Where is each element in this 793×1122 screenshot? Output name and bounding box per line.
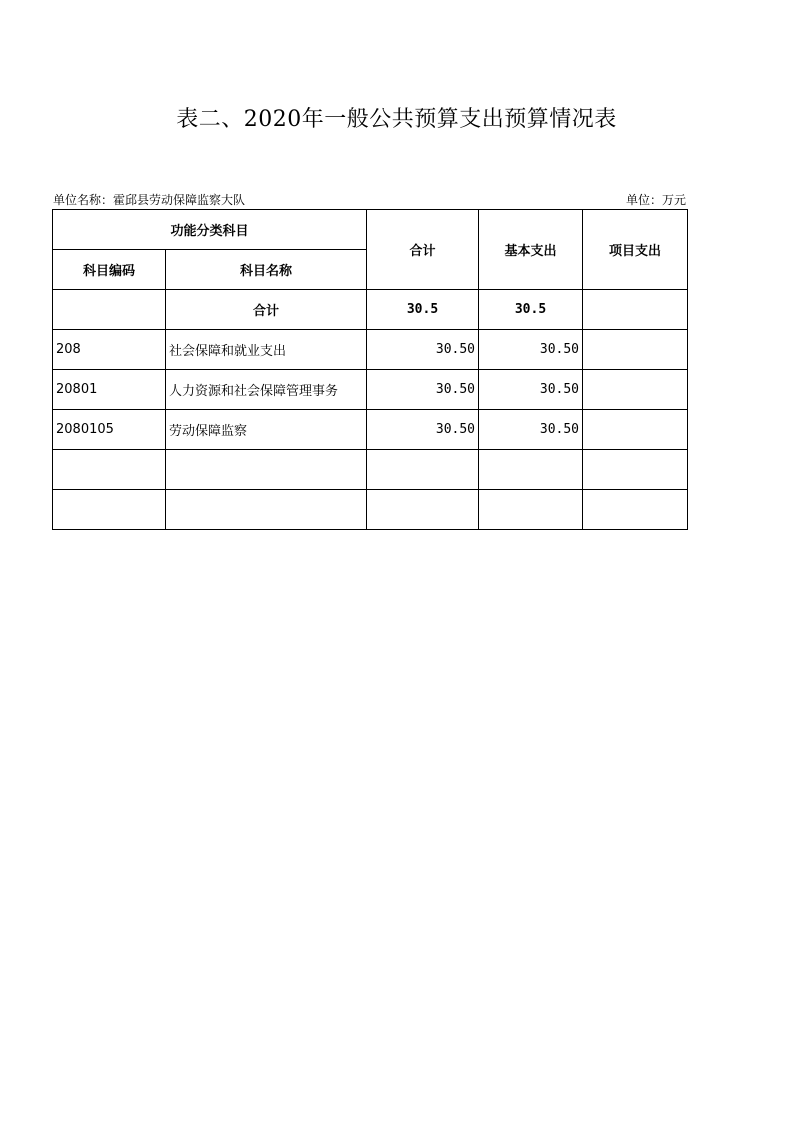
total-basic-cell: 30.5 (479, 290, 583, 330)
unit-name-label: 单位名称：霍邱县劳动保障监察大队 (53, 193, 246, 207)
basic-cell: 30.50 (479, 330, 583, 370)
subject-name-cell (166, 450, 367, 490)
budget-table (52, 209, 688, 530)
header-basic-expenditure: 基本支出 (479, 210, 583, 290)
basic-cell: 30.50 (479, 410, 583, 450)
header-subject-code: 科目编码 (53, 250, 166, 290)
header-subject-name: 科目名称 (166, 250, 367, 290)
subject-name-cell: 社会保障和就业支出 (166, 330, 367, 370)
table-row (53, 490, 688, 530)
subject-code-cell: 208 (53, 330, 166, 370)
basic-cell: 30.50 (479, 370, 583, 410)
table-row (53, 410, 688, 450)
project-cell (583, 330, 688, 370)
header-project-expenditure: 项目支出 (583, 210, 688, 290)
subject-name-cell (166, 490, 367, 530)
total-row (53, 290, 688, 330)
page-title: 表二、2020年一般公共预算支出预算情况表 (176, 107, 617, 132)
subject-code-cell (53, 450, 166, 490)
table-row (53, 330, 688, 370)
unit-label: 单位：万元 (625, 193, 686, 207)
total-cell (367, 490, 479, 530)
header-row-1 (53, 210, 688, 250)
subject-name-cell: 人力资源和社会保障管理事务 (166, 370, 367, 410)
subject-code-cell: 2080105 (53, 410, 166, 450)
subject-name-cell: 劳动保障监察 (166, 410, 367, 450)
total-cell: 30.50 (367, 370, 479, 410)
total-name-cell: 合计 (166, 290, 367, 330)
total-cell: 30.50 (367, 410, 479, 450)
subject-code-cell: 20801 (53, 370, 166, 410)
header-function-category: 功能分类科目 (53, 210, 367, 250)
total-total-cell: 30.5 (367, 290, 479, 330)
table-row (53, 370, 688, 410)
project-cell (583, 370, 688, 410)
total-code-cell (53, 290, 166, 330)
project-cell (583, 490, 688, 530)
header-total: 合计 (367, 210, 479, 290)
total-cell: 30.50 (367, 330, 479, 370)
project-cell (583, 450, 688, 490)
subject-code-cell (53, 490, 166, 530)
project-cell (583, 410, 688, 450)
basic-cell (479, 490, 583, 530)
total-cell (367, 450, 479, 490)
basic-cell (479, 450, 583, 490)
table-row (53, 450, 688, 490)
total-project-cell (583, 290, 688, 330)
